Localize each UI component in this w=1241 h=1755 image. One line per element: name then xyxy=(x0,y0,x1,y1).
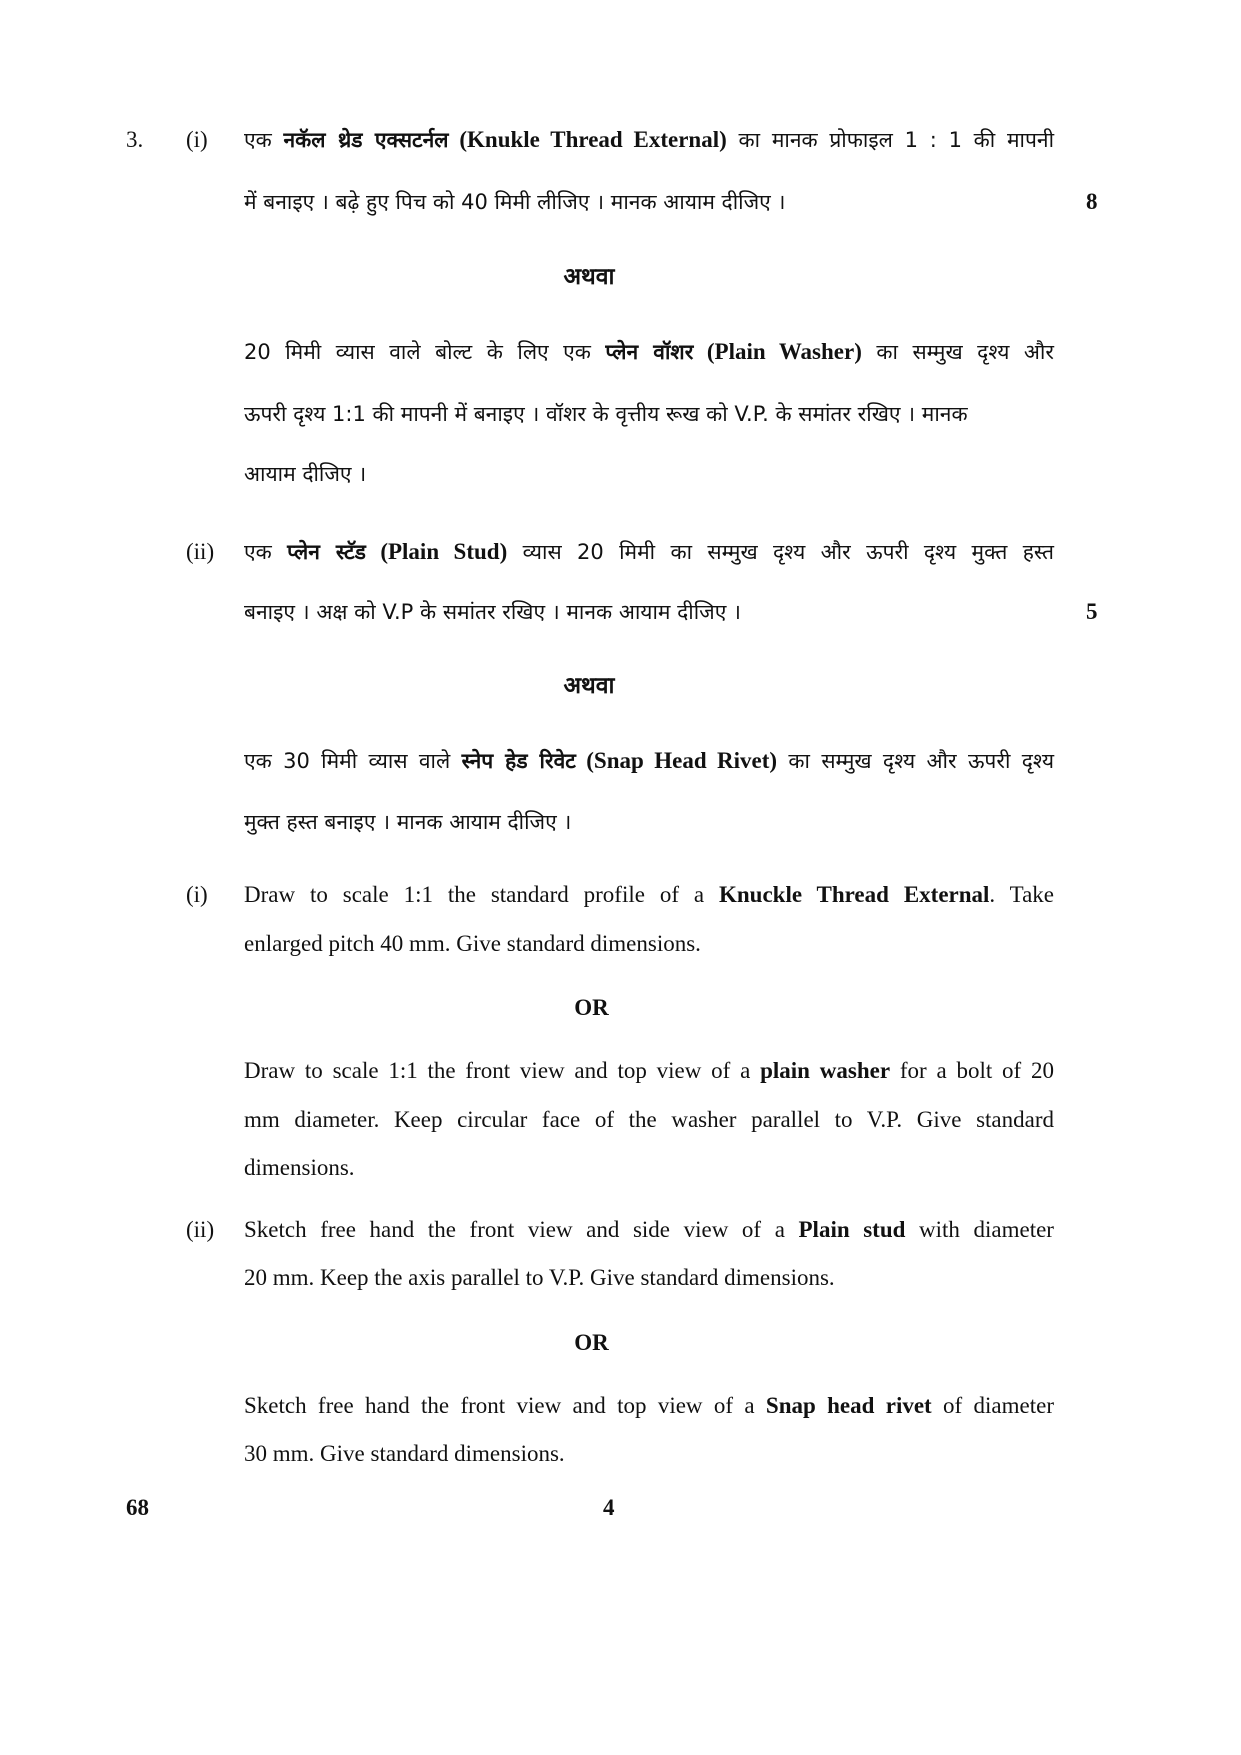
term-snap-head-rivet: Snap head rivet xyxy=(765,1393,932,1418)
hindi-part-i-alt-line-3: आयाम दीजिए । xyxy=(244,462,367,486)
hindi-term-snap-head-rivet: स्नेप हेड रिवेट xyxy=(461,749,576,773)
hindi-part-ii-line-1 xyxy=(244,537,1054,567)
english-part-i-line-2: enlarged pitch 40 mm. Give standard dimensions. xyxy=(244,931,701,956)
text: का सम्मुख दृश्य और xyxy=(861,340,1054,364)
hindi-part-i-alt-line-1 xyxy=(244,337,1054,367)
english-part-ii-alt-line-1 xyxy=(244,1391,1054,1421)
english-part-i-line-1 xyxy=(244,880,1054,910)
hindi-part-ii-label: (ii) xyxy=(186,539,215,564)
hindi-part-ii-line-2: बनाइए । अक्ष को V.P के समांतर रखिए । मानक आयाम दीजिए । xyxy=(244,600,741,624)
hindi-part-i-label: (i) xyxy=(186,127,208,152)
english-part-ii-label: (ii) xyxy=(186,1217,215,1242)
or-hindi-2: अथवा xyxy=(563,673,615,699)
text: का सम्मुख दृश्य और ऊपरी दृश्य xyxy=(777,749,1054,773)
text: Sketch free hand the front view and top view of a xyxy=(244,1393,766,1418)
hindi-part-ii-alt-line-2: मुक्त हस्त बनाइए । मानक आयाम दीजिए । xyxy=(244,810,572,834)
page-number: 4 xyxy=(603,1495,615,1520)
term-english: (Plain Stud) xyxy=(365,539,508,564)
term-plain-stud: Plain stud xyxy=(798,1217,906,1242)
term-english: (Snap Head Rivet) xyxy=(575,748,778,773)
term-knuckle-thread: Knuckle Thread External xyxy=(718,882,990,907)
english-part-i-alt-line-2: mm diameter. Keep circular face of the washer parallel to V.P. Give standard xyxy=(244,1107,1054,1132)
text: Sketch free hand the front view and side view of a xyxy=(244,1217,799,1242)
hindi-part-ii-alt-line-1 xyxy=(244,746,1054,776)
hindi-term-plain-washer: प्लेन वॉशर xyxy=(605,340,694,364)
question-number: 3. xyxy=(126,127,144,152)
text: Draw to scale 1:1 the standard profile of a xyxy=(244,882,719,907)
hindi-term-knuckle-thread: नकॅल थ्रेड एक्सटर्नल xyxy=(283,128,449,152)
english-part-ii-line-2: 20 mm. Keep the axis parallel to V.P. Give standard dimensions. xyxy=(244,1265,835,1290)
term-english: (Knukle Thread External) xyxy=(448,127,727,152)
text: Draw to scale 1:1 the front view and top view of a xyxy=(244,1058,761,1083)
english-part-i-label: (i) xyxy=(186,882,208,907)
or-english-1: OR xyxy=(574,995,609,1020)
term-english: (Plain Washer) xyxy=(693,339,862,364)
text: with diameter xyxy=(905,1217,1054,1242)
hindi-part-i-alt-line-2: ऊपरी दृश्य 1:1 की मापनी में बनाइए । वॉशर के वृत्तीय रूख को V.P. के समांतर रखिए । मानक xyxy=(244,402,968,426)
hindi-term-plain-stud: प्लेन स्टॅड xyxy=(287,540,366,564)
english-part-ii-line-1 xyxy=(244,1215,1054,1245)
hindi-part-i-line-2: में बनाइए । बढ़े हुए पिच को 40 मिमी लीजिए । मानक आयाम दीजिए । xyxy=(244,190,786,214)
text: व्यास 20 मिमी का सम्मुख दृश्य और ऊपरी दृश्य मुक्त हस्त xyxy=(507,540,1054,564)
text: 20 मिमी व्यास वाले बोल्ट के लिए एक xyxy=(244,340,606,364)
english-part-i-alt-line-1 xyxy=(244,1056,1054,1086)
text: का मानक प्रोफाइल 1 : 1 की मापनी xyxy=(726,128,1055,152)
english-part-ii-alt-line-2: 30 mm. Give standard dimensions. xyxy=(244,1441,565,1466)
hindi-part-i-line-1 xyxy=(244,125,1054,155)
text: एक 30 मिमी व्यास वाले xyxy=(244,749,462,773)
paper-code: 68 xyxy=(126,1495,149,1520)
text: एक xyxy=(244,128,284,152)
or-hindi-1: अथवा xyxy=(563,264,615,290)
text: for a bolt of 20 xyxy=(890,1058,1055,1083)
text: of diameter xyxy=(931,1393,1054,1418)
term-plain-washer: plain washer xyxy=(760,1058,891,1083)
marks-part-i: 8 xyxy=(1086,189,1098,214)
marks-part-ii: 5 xyxy=(1086,599,1098,624)
text: एक xyxy=(244,540,288,564)
english-part-i-alt-line-3: dimensions. xyxy=(244,1155,355,1180)
or-english-2: OR xyxy=(574,1330,609,1355)
text: . Take xyxy=(989,882,1054,907)
